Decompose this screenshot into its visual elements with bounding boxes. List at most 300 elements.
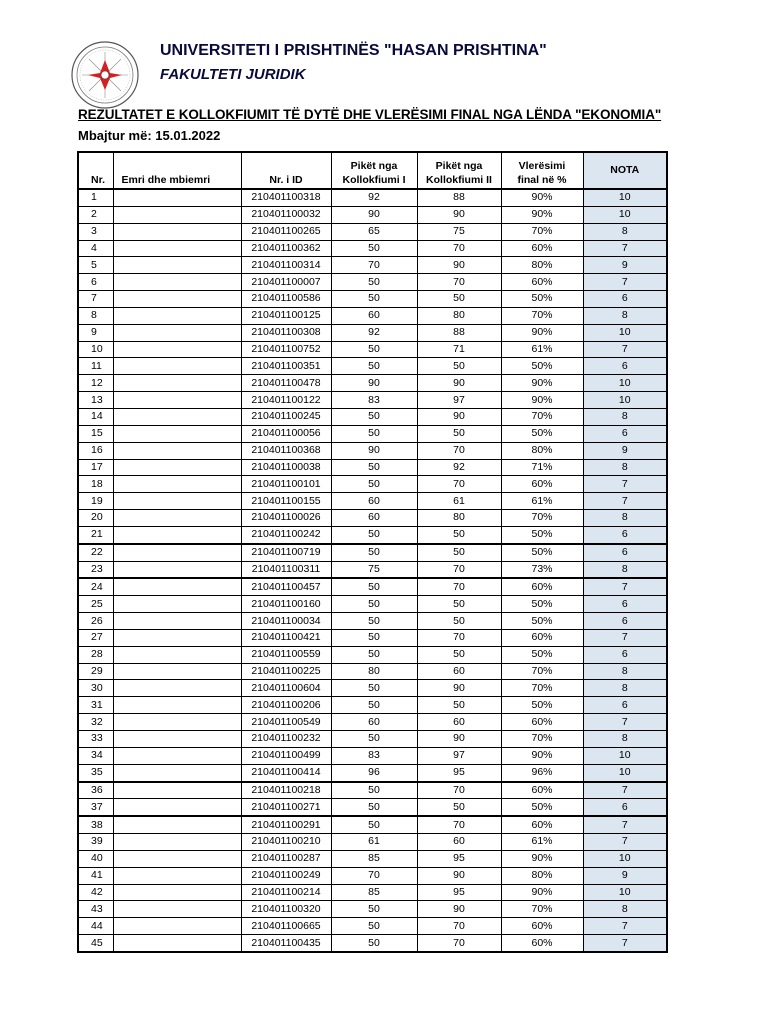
cell-grade: 8: [583, 663, 667, 680]
cell-grade: 10: [583, 375, 667, 392]
cell-kollokfiumi-2: 50: [417, 799, 501, 816]
cell-name: [113, 291, 241, 308]
cell-kollokfiumi-1: 50: [331, 274, 417, 291]
cell-grade: 10: [583, 324, 667, 341]
cell-grade: 10: [583, 764, 667, 781]
cell-id: 210401100122: [241, 392, 331, 409]
cell-name: [113, 240, 241, 257]
cell-nr: 33: [78, 731, 113, 748]
cell-name: [113, 884, 241, 901]
cell-grade: 7: [583, 493, 667, 510]
cell-final-percent: 60%: [501, 816, 583, 833]
results-table-container: [77, 151, 666, 953]
cell-id: 210401100125: [241, 307, 331, 324]
cell-name: [113, 901, 241, 918]
cell-nr: 28: [78, 646, 113, 663]
cell-grade: 8: [583, 561, 667, 578]
cell-kollokfiumi-2: 70: [417, 935, 501, 952]
cell-nr: 18: [78, 476, 113, 493]
table-row: [78, 425, 667, 442]
cell-id: 210401100007: [241, 274, 331, 291]
table-row: [78, 493, 667, 510]
cell-kollokfiumi-2: 60: [417, 663, 501, 680]
cell-kollokfiumi-1: 50: [331, 425, 417, 442]
cell-final-percent: 61%: [501, 493, 583, 510]
cell-kollokfiumi-1: 50: [331, 816, 417, 833]
cell-name: [113, 578, 241, 595]
cell-final-percent: 90%: [501, 850, 583, 867]
cell-kollokfiumi-1: 50: [331, 596, 417, 613]
table-row: [78, 884, 667, 901]
cell-id: 210401100206: [241, 697, 331, 714]
table-row: [78, 834, 667, 851]
cell-kollokfiumi-1: 50: [331, 613, 417, 630]
cell-grade: 10: [583, 392, 667, 409]
cell-final-percent: 90%: [501, 392, 583, 409]
cell-grade: 8: [583, 510, 667, 527]
cell-final-percent: 50%: [501, 358, 583, 375]
cell-kollokfiumi-1: 50: [331, 341, 417, 358]
cell-grade: 6: [583, 697, 667, 714]
table-row: [78, 646, 667, 663]
cell-final-percent: 60%: [501, 782, 583, 799]
table-row: [78, 510, 667, 527]
cell-id: 210401100435: [241, 935, 331, 952]
cell-final-percent: 80%: [501, 257, 583, 274]
cell-kollokfiumi-1: 90: [331, 206, 417, 223]
cell-nr: 21: [78, 526, 113, 543]
cell-nr: 15: [78, 425, 113, 442]
cell-grade: 8: [583, 731, 667, 748]
cell-grade: 10: [583, 206, 667, 223]
cell-id: 210401100225: [241, 663, 331, 680]
cell-name: [113, 782, 241, 799]
table-header-row: [78, 152, 667, 189]
cell-kollokfiumi-2: 50: [417, 425, 501, 442]
cell-kollokfiumi-1: 75: [331, 561, 417, 578]
cell-nr: 42: [78, 884, 113, 901]
cell-nr: 11: [78, 358, 113, 375]
cell-grade: 9: [583, 867, 667, 884]
cell-kollokfiumi-2: 90: [417, 901, 501, 918]
cell-id: 210401100308: [241, 324, 331, 341]
cell-id: 210401100499: [241, 747, 331, 764]
cell-final-percent: 50%: [501, 646, 583, 663]
cell-final-percent: 90%: [501, 189, 583, 206]
cell-kollokfiumi-2: 97: [417, 747, 501, 764]
cell-id: 210401100362: [241, 240, 331, 257]
cell-kollokfiumi-2: 95: [417, 884, 501, 901]
table-row: [78, 526, 667, 543]
document-header: [70, 40, 710, 110]
table-row: [78, 578, 667, 595]
table-row: [78, 375, 667, 392]
cell-grade: 6: [583, 544, 667, 561]
faculty-name: FAKULTETI JURIDIK: [160, 66, 306, 83]
cell-id: 210401100101: [241, 476, 331, 493]
cell-final-percent: 60%: [501, 629, 583, 646]
cell-kollokfiumi-2: 92: [417, 459, 501, 476]
cell-kollokfiumi-1: 50: [331, 526, 417, 543]
cell-id: 210401100271: [241, 799, 331, 816]
cell-kollokfiumi-1: 50: [331, 782, 417, 799]
cell-kollokfiumi-2: 70: [417, 629, 501, 646]
cell-nr: 8: [78, 307, 113, 324]
cell-nr: 9: [78, 324, 113, 341]
cell-kollokfiumi-1: 50: [331, 629, 417, 646]
cell-id: 210401100414: [241, 764, 331, 781]
cell-nr: 1: [78, 189, 113, 206]
table-row: [78, 918, 667, 935]
cell-nr: 43: [78, 901, 113, 918]
cell-kollokfiumi-2: 70: [417, 918, 501, 935]
table-row: [78, 561, 667, 578]
cell-name: [113, 850, 241, 867]
cell-final-percent: 90%: [501, 884, 583, 901]
cell-kollokfiumi-1: 50: [331, 544, 417, 561]
cell-nr: 37: [78, 799, 113, 816]
cell-final-percent: 70%: [501, 307, 583, 324]
cell-id: 210401100214: [241, 884, 331, 901]
cell-name: [113, 358, 241, 375]
cell-kollokfiumi-1: 50: [331, 680, 417, 697]
cell-nr: 34: [78, 747, 113, 764]
cell-kollokfiumi-2: 90: [417, 206, 501, 223]
cell-kollokfiumi-2: 70: [417, 442, 501, 459]
cell-name: [113, 274, 241, 291]
cell-final-percent: 50%: [501, 799, 583, 816]
cell-kollokfiumi-1: 85: [331, 850, 417, 867]
cell-id: 210401100311: [241, 561, 331, 578]
cell-nr: 13: [78, 392, 113, 409]
cell-nr: 20: [78, 510, 113, 527]
cell-final-percent: 70%: [501, 510, 583, 527]
cell-final-percent: 90%: [501, 375, 583, 392]
held-date: Mbajtur më: 15.01.2022: [78, 128, 221, 143]
cell-nr: 39: [78, 834, 113, 851]
cell-name: [113, 663, 241, 680]
cell-name: [113, 646, 241, 663]
cell-kollokfiumi-1: 50: [331, 408, 417, 425]
cell-kollokfiumi-2: 90: [417, 731, 501, 748]
cell-nr: 7: [78, 291, 113, 308]
cell-nr: 40: [78, 850, 113, 867]
table-row: [78, 747, 667, 764]
cell-name: [113, 714, 241, 731]
cell-nr: 12: [78, 375, 113, 392]
table-row: [78, 240, 667, 257]
cell-name: [113, 544, 241, 561]
cell-id: 210401100752: [241, 341, 331, 358]
cell-kollokfiumi-2: 90: [417, 867, 501, 884]
cell-name: [113, 867, 241, 884]
cell-kollokfiumi-1: 50: [331, 476, 417, 493]
table-row: [78, 613, 667, 630]
cell-kollokfiumi-2: 60: [417, 714, 501, 731]
cell-grade: 7: [583, 714, 667, 731]
cell-kollokfiumi-2: 90: [417, 680, 501, 697]
cell-nr: 32: [78, 714, 113, 731]
cell-final-percent: 80%: [501, 867, 583, 884]
table-row: [78, 764, 667, 781]
cell-nr: 41: [78, 867, 113, 884]
cell-final-percent: 60%: [501, 918, 583, 935]
cell-final-percent: 50%: [501, 291, 583, 308]
cell-kollokfiumi-2: 90: [417, 375, 501, 392]
table-row: [78, 442, 667, 459]
cell-grade: 6: [583, 799, 667, 816]
cell-name: [113, 799, 241, 816]
cell-id: 210401100034: [241, 613, 331, 630]
cell-kollokfiumi-1: 85: [331, 884, 417, 901]
cell-grade: 8: [583, 307, 667, 324]
cell-nr: 22: [78, 544, 113, 561]
cell-nr: 3: [78, 223, 113, 240]
cell-kollokfiumi-2: 50: [417, 526, 501, 543]
cell-grade: 8: [583, 680, 667, 697]
cell-kollokfiumi-1: 92: [331, 189, 417, 206]
cell-id: 210401100232: [241, 731, 331, 748]
cell-kollokfiumi-1: 60: [331, 307, 417, 324]
document-title: REZULTATET E KOLLOKFIUMIT TË DYTË DHE VLERËSIMI FINAL NGA LËNDA "EKONOMIA": [78, 107, 662, 122]
cell-grade: 10: [583, 850, 667, 867]
table-row: [78, 782, 667, 799]
cell-nr: 19: [78, 493, 113, 510]
cell-id: 210401100155: [241, 493, 331, 510]
table-row: [78, 935, 667, 952]
cell-kollokfiumi-1: 60: [331, 510, 417, 527]
cell-final-percent: 60%: [501, 578, 583, 595]
cell-nr: 5: [78, 257, 113, 274]
cell-kollokfiumi-2: 50: [417, 596, 501, 613]
cell-kollokfiumi-2: 50: [417, 358, 501, 375]
cell-kollokfiumi-2: 88: [417, 324, 501, 341]
cell-name: [113, 680, 241, 697]
col-header-grade: NOTA: [583, 152, 667, 189]
col-header-final-line1: Vlerësimi: [518, 160, 566, 172]
cell-grade: 6: [583, 425, 667, 442]
table-row: [78, 189, 667, 206]
cell-kollokfiumi-2: 50: [417, 544, 501, 561]
cell-name: [113, 442, 241, 459]
table-row: [78, 307, 667, 324]
cell-name: [113, 408, 241, 425]
cell-kollokfiumi-2: 70: [417, 578, 501, 595]
cell-grade: 7: [583, 240, 667, 257]
cell-name: [113, 392, 241, 409]
cell-name: [113, 341, 241, 358]
table-row: [78, 459, 667, 476]
cell-name: [113, 189, 241, 206]
cell-nr: 44: [78, 918, 113, 935]
table-body: [78, 189, 667, 952]
cell-name: [113, 764, 241, 781]
cell-nr: 16: [78, 442, 113, 459]
cell-grade: 7: [583, 476, 667, 493]
table-row: [78, 358, 667, 375]
cell-final-percent: 70%: [501, 901, 583, 918]
table-row: [78, 544, 667, 561]
cell-name: [113, 324, 241, 341]
cell-final-percent: 60%: [501, 935, 583, 952]
cell-name: [113, 223, 241, 240]
cell-id: 210401100026: [241, 510, 331, 527]
cell-kollokfiumi-2: 60: [417, 834, 501, 851]
cell-grade: 10: [583, 189, 667, 206]
cell-grade: 6: [583, 291, 667, 308]
cell-name: [113, 816, 241, 833]
col-header-k1-line2: Kollokfiumi I: [342, 174, 406, 186]
cell-kollokfiumi-1: 50: [331, 291, 417, 308]
table-row: [78, 629, 667, 646]
cell-id: 210401100314: [241, 257, 331, 274]
cell-kollokfiumi-1: 50: [331, 799, 417, 816]
cell-id: 210401100210: [241, 834, 331, 851]
cell-grade: 7: [583, 918, 667, 935]
cell-final-percent: 50%: [501, 697, 583, 714]
cell-id: 210401100249: [241, 867, 331, 884]
cell-id: 210401100457: [241, 578, 331, 595]
cell-grade: 7: [583, 834, 667, 851]
col-header-k2-line1: Pikët nga: [435, 160, 483, 172]
cell-kollokfiumi-1: 61: [331, 834, 417, 851]
cell-kollokfiumi-2: 70: [417, 561, 501, 578]
col-header-k1-line1: Pikët nga: [350, 160, 398, 172]
cell-kollokfiumi-2: 50: [417, 697, 501, 714]
col-header-k2-line2: Kollokfiumi II: [426, 174, 492, 186]
cell-grade: 9: [583, 442, 667, 459]
table-row: [78, 731, 667, 748]
table-row: [78, 408, 667, 425]
cell-id: 210401100245: [241, 408, 331, 425]
cell-id: 210401100291: [241, 816, 331, 833]
cell-kollokfiumi-1: 70: [331, 867, 417, 884]
col-header-id: Nr. i ID: [241, 152, 331, 189]
cell-grade: 8: [583, 901, 667, 918]
col-header-final: [501, 152, 583, 189]
cell-name: [113, 629, 241, 646]
cell-name: [113, 834, 241, 851]
cell-nr: 38: [78, 816, 113, 833]
cell-id: 210401100218: [241, 782, 331, 799]
cell-grade: 6: [583, 358, 667, 375]
cell-name: [113, 731, 241, 748]
cell-final-percent: 50%: [501, 425, 583, 442]
cell-grade: 7: [583, 578, 667, 595]
cell-kollokfiumi-2: 88: [417, 189, 501, 206]
cell-grade: 7: [583, 782, 667, 799]
col-header-name: Emri dhe mbiemri: [113, 152, 241, 189]
cell-final-percent: 90%: [501, 747, 583, 764]
cell-final-percent: 60%: [501, 714, 583, 731]
cell-id: 210401100032: [241, 206, 331, 223]
cell-nr: 14: [78, 408, 113, 425]
cell-final-percent: 71%: [501, 459, 583, 476]
cell-kollokfiumi-1: 50: [331, 240, 417, 257]
cell-kollokfiumi-1: 50: [331, 358, 417, 375]
cell-nr: 31: [78, 697, 113, 714]
cell-grade: 6: [583, 646, 667, 663]
cell-grade: 7: [583, 274, 667, 291]
cell-final-percent: 70%: [501, 663, 583, 680]
table-row: [78, 850, 667, 867]
cell-kollokfiumi-2: 50: [417, 291, 501, 308]
cell-kollokfiumi-1: 50: [331, 918, 417, 935]
cell-id: 210401100368: [241, 442, 331, 459]
cell-nr: 4: [78, 240, 113, 257]
cell-kollokfiumi-2: 70: [417, 274, 501, 291]
cell-id: 210401100351: [241, 358, 331, 375]
cell-kollokfiumi-1: 50: [331, 935, 417, 952]
cell-id: 210401100421: [241, 629, 331, 646]
cell-grade: 7: [583, 629, 667, 646]
cell-final-percent: 70%: [501, 731, 583, 748]
cell-kollokfiumi-1: 83: [331, 392, 417, 409]
table-row: [78, 324, 667, 341]
cell-nr: 26: [78, 613, 113, 630]
table-row: [78, 274, 667, 291]
cell-name: [113, 596, 241, 613]
cell-kollokfiumi-1: 80: [331, 663, 417, 680]
cell-name: [113, 526, 241, 543]
cell-final-percent: 80%: [501, 442, 583, 459]
cell-name: [113, 425, 241, 442]
cell-final-percent: 70%: [501, 680, 583, 697]
cell-nr: 30: [78, 680, 113, 697]
cell-grade: 6: [583, 596, 667, 613]
table-row: [78, 476, 667, 493]
cell-id: 210401100719: [241, 544, 331, 561]
table-row: [78, 596, 667, 613]
cell-kollokfiumi-2: 75: [417, 223, 501, 240]
cell-grade: 6: [583, 526, 667, 543]
cell-kollokfiumi-2: 97: [417, 392, 501, 409]
cell-kollokfiumi-1: 50: [331, 731, 417, 748]
cell-name: [113, 613, 241, 630]
cell-id: 210401100265: [241, 223, 331, 240]
cell-final-percent: 96%: [501, 764, 583, 781]
cell-grade: 10: [583, 884, 667, 901]
cell-id: 210401100549: [241, 714, 331, 731]
cell-nr: 45: [78, 935, 113, 952]
table-row: [78, 714, 667, 731]
cell-final-percent: 50%: [501, 544, 583, 561]
cell-final-percent: 60%: [501, 240, 583, 257]
cell-name: [113, 493, 241, 510]
cell-final-percent: 73%: [501, 561, 583, 578]
table-row: [78, 392, 667, 409]
cell-nr: 23: [78, 561, 113, 578]
cell-final-percent: 50%: [501, 613, 583, 630]
cell-nr: 10: [78, 341, 113, 358]
cell-name: [113, 476, 241, 493]
col-header-final-line2: final në %: [517, 174, 567, 186]
cell-kollokfiumi-2: 70: [417, 782, 501, 799]
cell-id: 210401100320: [241, 901, 331, 918]
cell-final-percent: 90%: [501, 206, 583, 223]
cell-kollokfiumi-1: 60: [331, 493, 417, 510]
cell-kollokfiumi-1: 90: [331, 442, 417, 459]
cell-final-percent: 60%: [501, 274, 583, 291]
cell-kollokfiumi-1: 92: [331, 324, 417, 341]
table-row: [78, 257, 667, 274]
cell-kollokfiumi-1: 60: [331, 714, 417, 731]
cell-id: 210401100160: [241, 596, 331, 613]
cell-kollokfiumi-2: 61: [417, 493, 501, 510]
cell-kollokfiumi-2: 80: [417, 510, 501, 527]
cell-grade: 9: [583, 257, 667, 274]
cell-id: 210401100242: [241, 526, 331, 543]
